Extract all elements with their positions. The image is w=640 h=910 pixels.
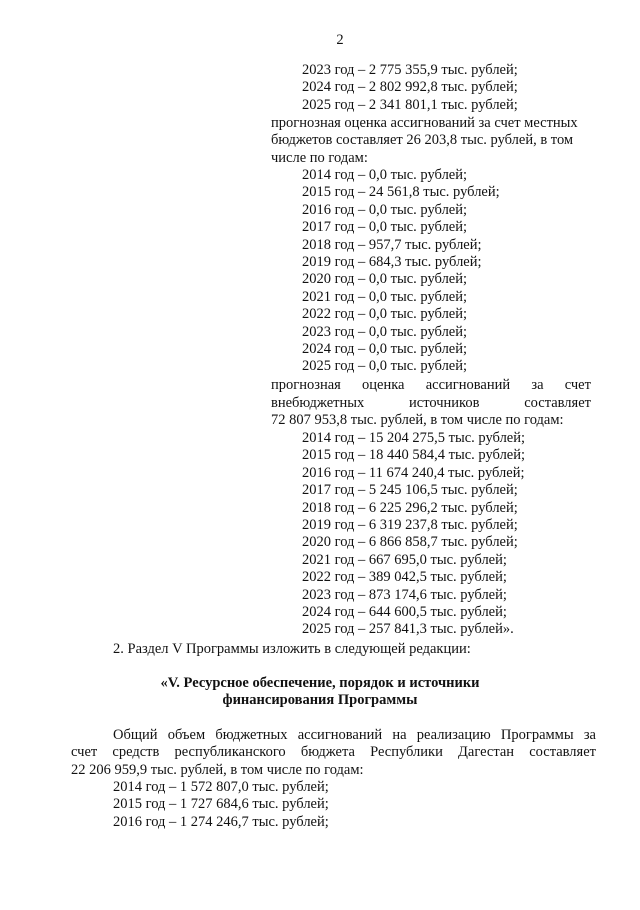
year-line: 2019 год – 684,3 тыс. рублей;	[302, 254, 482, 270]
year-line: 2016 год – 11 674 240,4 тыс. рублей;	[302, 464, 525, 481]
year-line: 2021 год – 667 695,0 тыс. рублей;	[302, 551, 507, 568]
year-line: 2021 год – 0,0 тыс. рублей;	[302, 288, 468, 305]
word: источников	[409, 395, 480, 411]
year-line: 2024 год – 644 600,5 тыс. рублей;	[302, 604, 507, 620]
year-line: 2014 год – 0,0 тыс. рублей;	[302, 167, 468, 183]
year-line: 2023 год – 873 174,6 тыс. рублей;	[302, 586, 507, 603]
year-line: 2015 год – 1 727 684,6 тыс. рублей;	[113, 796, 329, 813]
word: средств	[112, 744, 160, 760]
word: Республики	[370, 744, 443, 760]
section-heading-line-2: финансирования Программы	[222, 692, 418, 708]
year-line: 2023 год – 0,0 тыс. рублей;	[302, 323, 468, 340]
paragraph-line-3: 22 206 959,9 тыс. рублей, в том числе по годам:	[71, 762, 364, 778]
word: Программы	[500, 727, 574, 743]
paragraph-line-1	[113, 727, 596, 744]
year-line: 2017 год – 5 245 106,5 тыс. рублей;	[302, 482, 518, 499]
year-line: 2023 год – 2 775 355,9 тыс. рублей;	[302, 62, 518, 78]
paragraph-line-2	[71, 744, 596, 761]
word: Дагестан	[458, 744, 515, 760]
year-line: 2020 год – 0,0 тыс. рублей;	[302, 271, 468, 288]
local-intro-line-3: числе по годам:	[271, 150, 368, 166]
year-line: 2018 год – 6 225 296,2 тыс. рублей;	[302, 499, 518, 516]
word: прогнозная	[271, 377, 341, 393]
word: составляет	[529, 744, 596, 760]
year-line: 2024 год – 0,0 тыс. рублей;	[302, 341, 468, 357]
year-line: 2015 год – 18 440 584,4 тыс. рублей;	[302, 447, 526, 464]
word: счет	[564, 377, 591, 393]
year-line: 2014 год – 15 204 275,5 тыс. рублей;	[302, 430, 526, 446]
extra-intro-line-1	[271, 377, 591, 394]
year-line: 2014 год – 1 572 807,0 тыс. рублей;	[113, 779, 329, 795]
year-line: 2020 год – 6 866 858,7 тыс. рублей;	[302, 534, 518, 551]
local-intro-line-2: бюджетов составляет 26 203,8 тыс. рублей, в том	[271, 132, 574, 148]
year-line: 2022 год – 389 042,5 тыс. рублей;	[302, 569, 507, 586]
word: ассигнований	[425, 377, 511, 393]
amendment-item-2: 2. Раздел V Программы изложить в следующей редакции:	[113, 641, 471, 657]
year-line: 2025 год – 0,0 тыс. рублей;	[302, 358, 468, 375]
word: счет	[71, 744, 98, 760]
word: на	[392, 727, 407, 743]
year-line: 2025 год – 257 841,3 тыс. рублей».	[302, 621, 514, 638]
year-line: 2022 год – 0,0 тыс. рублей;	[302, 306, 468, 323]
year-line: 2017 год – 0,0 тыс. рублей;	[302, 219, 468, 236]
year-line: 2019 год – 6 319 237,8 тыс. рублей;	[302, 517, 518, 533]
word: оценка	[362, 377, 405, 393]
word: за	[583, 727, 596, 743]
page-number: 2	[336, 32, 344, 48]
extra-intro-line-2	[271, 395, 591, 412]
word: объем	[167, 727, 206, 743]
year-line: 2024 год – 2 802 992,8 тыс. рублей;	[302, 79, 518, 96]
word: составляет	[524, 395, 591, 411]
word: Общий	[113, 727, 158, 743]
year-line: 2016 год – 1 274 246,7 тыс. рублей;	[113, 813, 329, 830]
word: бюджета	[300, 744, 355, 760]
year-line: 2015 год – 24 561,8 тыс. рублей;	[302, 184, 500, 201]
word: ассигнований	[297, 727, 383, 743]
year-line: 2016 год – 0,0 тыс. рублей;	[302, 201, 468, 218]
year-line: 2025 год – 2 341 801,1 тыс. рублей;	[302, 96, 518, 113]
word: реализацию	[416, 727, 491, 743]
year-line: 2018 год – 957,7 тыс. рублей;	[302, 236, 482, 253]
extra-intro-line-3: 72 807 953,8 тыс. рублей, в том числе по годам:	[271, 412, 564, 428]
word: за	[531, 377, 544, 393]
local-intro-line-1: прогнозная оценка ассигнований за счет местных	[271, 115, 578, 131]
word: внебюджетных	[271, 395, 365, 411]
word: бюджетных	[215, 727, 288, 743]
section-heading-line-1: «V. Ресурсное обеспечение, порядок и источники	[160, 675, 480, 691]
word: республиканского	[174, 744, 286, 760]
